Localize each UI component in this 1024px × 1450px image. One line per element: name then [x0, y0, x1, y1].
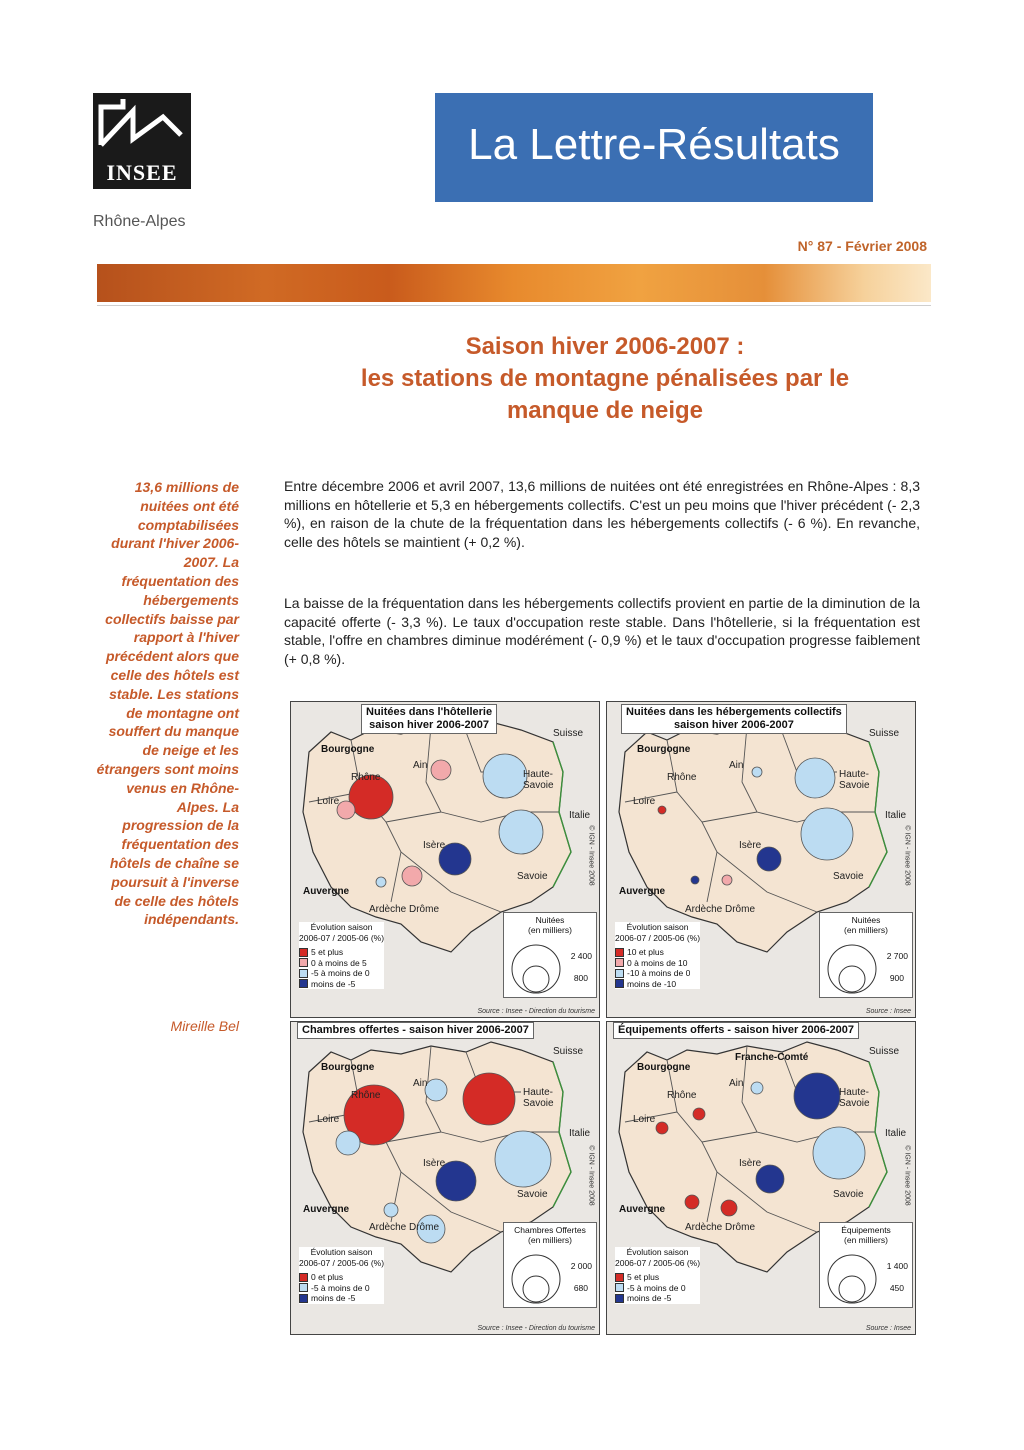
- m3-size-circle-big: [512, 1255, 560, 1303]
- m4-label-suisse: Suisse: [869, 1046, 900, 1057]
- m4-circle-5: [756, 1165, 784, 1193]
- m1-size-legend-title: Nuitées (en milliers): [528, 915, 572, 935]
- m1-legend-swatch: [299, 969, 308, 978]
- m2-copyright: © IGN - Insee 2008: [903, 825, 911, 886]
- m4-size-circle-big: [828, 1255, 876, 1303]
- m3-legend-label: 0 et plus: [311, 1272, 344, 1282]
- m3-map: [290, 1021, 600, 1335]
- m2-label-loire: Loire: [633, 796, 656, 807]
- m4-legend-label: -5 à moins de 0: [627, 1282, 686, 1293]
- m4-legend-item: [615, 1293, 700, 1304]
- m3-title: Chambres offertes - saison hiver 2006-2007: [297, 1022, 534, 1039]
- m4-label-italie: Italie: [885, 1128, 907, 1139]
- author-name: Mireille Bel: [170, 1018, 239, 1034]
- m1-label-suisse: Suisse: [553, 728, 584, 739]
- m2-legend-item: [615, 958, 700, 969]
- decorative-banner: [97, 264, 931, 302]
- m2-label-drome: Drôme: [725, 904, 756, 915]
- m1-label-auvergne: Auvergne: [303, 886, 350, 897]
- m3-legend-item: [299, 1272, 384, 1283]
- m4-copyright: © IGN - Insee 2008: [903, 1145, 911, 1206]
- m1-label-isere: Isère: [423, 840, 446, 851]
- m1-legend-swatch: [299, 979, 308, 988]
- m1-size-legend-circles: [506, 939, 566, 995]
- m1-label-rhone: Rhône: [351, 772, 381, 783]
- m1-size-circle-small: [523, 966, 549, 992]
- m1-legend-swatch: [299, 958, 308, 967]
- m4-size-circle-small: [839, 1276, 865, 1302]
- m4-legend-title: Évolution saison 2006-07 / 2005-06 (%): [615, 1247, 701, 1268]
- m1-legend-label: moins de -5: [311, 978, 356, 989]
- m1-legend: [299, 922, 384, 989]
- m2-legend-label: 0 à moins de 10: [627, 957, 688, 968]
- m4-source: Source : Insee: [865, 1325, 911, 1332]
- m3-legend-item: [299, 1283, 384, 1294]
- m4-label-haute_savoie: Haute- Savoie: [839, 1087, 870, 1109]
- m3-label-drome: Drôme: [409, 1222, 440, 1233]
- m2-label-suisse: Suisse: [869, 728, 900, 739]
- m2-legend-label: moins de -10: [627, 978, 677, 989]
- m2-label-bourgogne: Bourgogne: [637, 744, 691, 755]
- m4-map: [606, 1021, 916, 1335]
- m4-label-savoie: Savoie: [833, 1189, 864, 1200]
- m1-label-haute_savoie: Haute- Savoie: [523, 769, 554, 791]
- m4-size-legend-title: Équipements (en milliers): [841, 1225, 891, 1245]
- m3-circle-2: [463, 1073, 515, 1125]
- m3-size-legend: [503, 1222, 597, 1308]
- m4-label-franche_comte: Franche-Comté: [735, 1052, 809, 1063]
- m3-legend-swatch: [299, 1283, 308, 1292]
- m3-circle-1: [425, 1079, 447, 1101]
- m2-size-legend-circles: [822, 939, 882, 995]
- masthead-title: La Lettre-Résultats: [468, 120, 840, 169]
- m4-label-ardeche: Ardèche: [685, 1222, 723, 1233]
- m2-circle-2: [795, 758, 835, 798]
- m2-legend-label: -10 à moins de 0: [627, 968, 691, 978]
- m3-size-legend-circles: [506, 1249, 566, 1305]
- m4-legend-label: 5 et plus: [627, 1272, 660, 1282]
- m1-legend-label: 5 et plus: [311, 947, 344, 957]
- m3-size-value-big: 2 000: [570, 1261, 592, 1271]
- m4-label-drome: Drôme: [725, 1222, 756, 1233]
- m1-title: Nuitées dans l'hôtellerie saison hiver 2006-2007: [361, 704, 497, 734]
- m3-legend-title: Évolution saison 2006-07 / 2005-06 (%): [299, 1247, 385, 1268]
- m2-legend: [615, 922, 700, 989]
- m3-label-savoie: Savoie: [517, 1189, 548, 1200]
- m3-label-suisse: Suisse: [553, 1046, 584, 1057]
- m3-label-loire: Loire: [317, 1114, 340, 1125]
- m1-circle-2: [337, 801, 355, 819]
- m4-circle-6: [685, 1195, 699, 1209]
- m2-label-italie: Italie: [885, 810, 907, 821]
- region-label: Rhône-Alpes: [93, 213, 186, 230]
- body-paragraph-1: Entre décembre 2006 et avril 2007, 13,6 millions de nuitées ont été enregistrées en Rhône-Alpes : 8,3 millions en hôtellerie et 5,3 en hébergements collectifs. C'est un peu moins que l'hiver précédent (- 2,3 %), en raison de la chute de la fréquentation dans les hébergements collectifs (- 6 %). En revanche, celle des hôtels se maintient (+ 0,2 %).: [284, 478, 920, 550]
- page-title-line-2: les stations de montagne pénalisées par le: [360, 365, 850, 392]
- m1-legend-item: [299, 979, 384, 990]
- m2-size-legend-title: Nuitées (en milliers): [844, 915, 888, 935]
- m1-circle-6: [402, 866, 422, 886]
- m3-legend-label: moins de -5: [311, 1293, 356, 1303]
- m2-legend-item: [615, 947, 700, 958]
- m1-circle-7: [376, 877, 386, 887]
- m3-label-bourgogne: Bourgogne: [321, 1062, 375, 1073]
- m4-label-isere: Isère: [739, 1158, 762, 1169]
- m4-size-legend-circles: [822, 1249, 882, 1305]
- m4-label-bourgogne: Bourgogne: [637, 1062, 691, 1073]
- m3-label-ain: Ain: [413, 1078, 428, 1089]
- m1-legend-swatch: [299, 948, 308, 957]
- m2-size-circle-big: [828, 945, 876, 993]
- m1-label-drome: Drôme: [409, 904, 440, 915]
- m2-circle-6: [722, 875, 732, 885]
- issue-number: N° 87 - Février 2008: [797, 238, 927, 254]
- m2-size-legend: [819, 912, 913, 998]
- m1-legend-label: 0 à moins de 5: [311, 957, 367, 968]
- m4-circle-2: [751, 1082, 763, 1094]
- sidebar-summary: 13,6 millions de nuitées ont été comptabilisées durant l'hiver 2006-2007. La fréquentation des hébergements collectifs baisse par rapport à l'hiver précédent alors que celle des hôtels est stable. Les stations de montagne ont souffert du manque de neige et les étrangers sont moins venus en Rhône-Alpes. La progression de la fréquentation des hôtels de chaîne se poursuit à l'inverse de celle des hôtels indépendants.: [96, 479, 239, 928]
- m4-legend-item: [615, 1272, 700, 1283]
- m2-legend-swatch: [615, 979, 624, 988]
- m4-circle-1: [656, 1122, 668, 1134]
- m2-source: Source : Insee: [865, 1008, 911, 1015]
- m1-size-value-big: 2 400: [570, 951, 592, 961]
- m2-label-isere: Isère: [739, 840, 762, 851]
- m1-legend-label: -5 à moins de 0: [311, 968, 370, 978]
- m3-circle-3: [336, 1131, 360, 1155]
- m2-label-auvergne: Auvergne: [619, 886, 666, 897]
- m1-legend-title: Évolution saison 2006-07 / 2005-06 (%): [299, 922, 385, 943]
- m3-size-circle-small: [523, 1276, 549, 1302]
- m1-label-bourgogne: Bourgogne: [321, 744, 375, 755]
- m1-label-loire: Loire: [317, 796, 340, 807]
- m2-size-circle-small: [839, 966, 865, 992]
- m4-size-value-small: 450: [889, 1283, 904, 1293]
- m3-legend-swatch: [299, 1294, 308, 1303]
- m4-label-auvergne: Auvergne: [619, 1204, 666, 1215]
- m1-label-ardeche: Ardèche: [369, 904, 407, 915]
- m3-label-ardeche: Ardèche: [369, 1222, 407, 1233]
- m1-map: [290, 701, 600, 1018]
- m3-legend-swatch: [299, 1273, 308, 1282]
- m2-legend-swatch: [615, 958, 624, 967]
- m4-circle-4: [813, 1127, 865, 1179]
- m1-label-savoie: Savoie: [517, 871, 548, 882]
- m2-label-haute_savoie: Haute- Savoie: [839, 769, 870, 791]
- m2-label-ardeche: Ardèche: [685, 904, 723, 915]
- m2-circle-1: [752, 767, 762, 777]
- m1-legend-item: [299, 947, 384, 958]
- m2-size-value-small: 900: [889, 973, 904, 983]
- insee-logo-mark: [93, 93, 191, 163]
- m3-size-legend-title: Chambres Offertes (en milliers): [514, 1225, 586, 1245]
- m1-label-italie: Italie: [569, 810, 591, 821]
- m3-circle-4: [495, 1131, 551, 1187]
- m2-label-rhone: Rhône: [667, 772, 697, 783]
- m2-title: Nuitées dans les hébergements collectifs saison hiver 2006-2007: [621, 704, 847, 734]
- m1-source: Source : Insee - Direction du tourisme: [477, 1008, 595, 1015]
- m1-circle-3: [483, 754, 527, 798]
- banner-rule: [97, 305, 931, 306]
- m4-legend-swatch: [615, 1283, 624, 1292]
- m3-copyright: © IGN - Insee 2008: [587, 1145, 595, 1206]
- m3-label-isere: Isère: [423, 1158, 446, 1169]
- m1-legend-item: [299, 968, 384, 979]
- m3-size-value-small: 680: [573, 1283, 588, 1293]
- m4-legend: [615, 1247, 700, 1304]
- m1-copyright: © IGN - Insee 2008: [587, 825, 595, 886]
- m2-legend-item: [615, 979, 700, 990]
- page-title-line-3: manque de neige: [506, 397, 704, 424]
- m3-label-italie: Italie: [569, 1128, 591, 1139]
- m2-size-value-big: 2 700: [886, 951, 908, 961]
- m1-circle-4: [499, 810, 543, 854]
- m4-size-legend: [819, 1222, 913, 1308]
- m2-legend-swatch: [615, 969, 624, 978]
- m3-legend: [299, 1247, 384, 1304]
- m1-circle-1: [431, 760, 451, 780]
- m3-circle-7: [384, 1203, 398, 1217]
- m2-circle-5: [691, 876, 699, 884]
- m2-legend-item: [615, 968, 700, 979]
- m3-legend-label: -5 à moins de 0: [311, 1282, 370, 1293]
- m3-label-auvergne: Auvergne: [303, 1204, 350, 1215]
- m1-size-circle-big: [512, 945, 560, 993]
- body-paragraph-2: La baisse de la fréquentation dans les hébergements collectifs provient en partie de la diminution de la capacité offerte (- 3,3 %). Le taux d'occupation reste stable. Dans l'hôtellerie, si la fréquentation est stable, l'offre en chambres diminue modérément (- 0,9 %) et le taux d'occupation progresse faiblement (+ 0,8 %).: [284, 595, 920, 667]
- m4-label-rhone: Rhône: [667, 1090, 697, 1101]
- m3-label-haute_savoie: Haute- Savoie: [523, 1087, 554, 1109]
- m2-map: [606, 701, 916, 1018]
- m4-label-loire: Loire: [633, 1114, 656, 1125]
- m2-circle-3: [801, 808, 853, 860]
- m4-title: Équipements offerts - saison hiver 2006-2007: [613, 1022, 859, 1039]
- m4-legend-item: [615, 1283, 700, 1294]
- m2-legend-title: Évolution saison 2006-07 / 2005-06 (%): [615, 922, 701, 943]
- m4-circle-0: [693, 1108, 705, 1120]
- m3-source: Source : Insee - Direction du tourisme: [477, 1325, 595, 1332]
- m2-label-savoie: Savoie: [833, 871, 864, 882]
- m1-label-ain: Ain: [413, 760, 428, 771]
- m1-size-legend: [503, 912, 597, 998]
- m2-legend-label: 10 et plus: [627, 947, 664, 957]
- m3-label-rhone: Rhône: [351, 1090, 381, 1101]
- m4-legend-swatch: [615, 1273, 624, 1282]
- m4-size-value-big: 1 400: [886, 1261, 908, 1271]
- insee-logo-text: INSEE: [106, 160, 178, 185]
- m4-label-ain: Ain: [729, 1078, 744, 1089]
- m4-circle-7: [721, 1200, 737, 1216]
- m4-legend-swatch: [615, 1294, 624, 1303]
- m3-legend-item: [299, 1293, 384, 1304]
- page-title-line-1: Saison hiver 2006-2007 :: [465, 333, 745, 360]
- m4-circle-3: [794, 1073, 840, 1119]
- m4-legend-label: moins de -5: [627, 1293, 672, 1303]
- m1-legend-item: [299, 958, 384, 969]
- m2-legend-swatch: [615, 948, 624, 957]
- m2-label-ain: Ain: [729, 760, 744, 771]
- m1-size-value-small: 800: [573, 973, 588, 983]
- m2-circle-0: [658, 806, 666, 814]
